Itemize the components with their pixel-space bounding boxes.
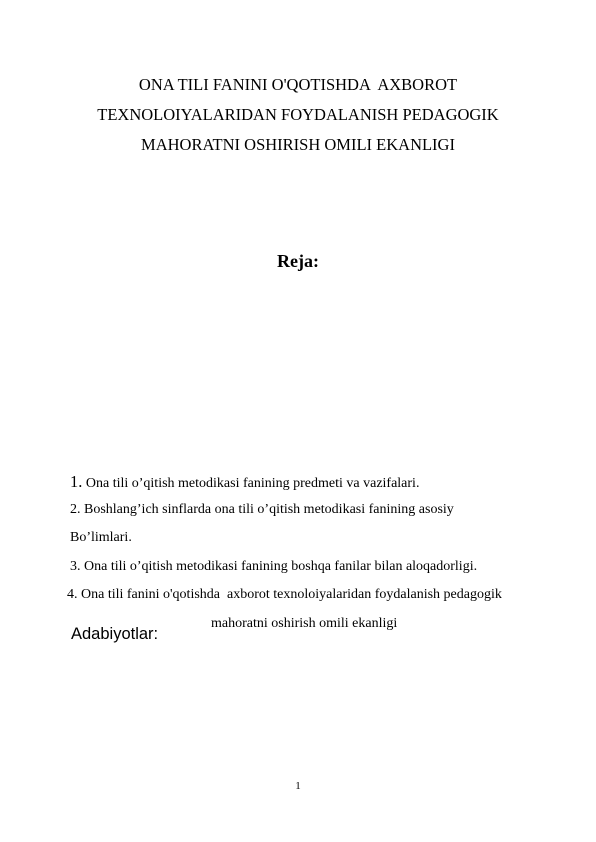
title-line-2: TEXNOLOIYALARIDAN FOYDALANISH PEDAGOGIK: [97, 105, 499, 124]
plan-item-4: [60, 571, 502, 603]
page-number: 1: [295, 780, 301, 792]
plan-item-1-number: 1.: [70, 472, 83, 491]
title-line-3: MAHORATNI OSHIRISH OMILI EKANLIGI: [141, 135, 455, 154]
plan-item-4-continuation: [204, 600, 397, 632]
document-title: [0, 70, 596, 160]
plan-item-3-number: 3.: [70, 559, 81, 574]
title-line-1: ONA TILI FANINI O'QOTISHDA AXBOROT: [138, 75, 458, 94]
plan-item-3-text: Ona tili o’qitish metodikasi fanining boshqa fanilar bilan aloqadorligi.: [80, 559, 478, 574]
plan-item-2-text: Boshlang’ich sinflarda ona tili o’qitish metodikasi fanining asosiy: [80, 502, 454, 517]
plan-item-4-continuation-text: mahoratni oshirish omili ekanligi: [211, 616, 398, 631]
plan-item-4-number: 4.: [67, 587, 78, 602]
plan-item-2-continuation: [63, 514, 132, 546]
plan-item-2-number: 2.: [70, 502, 81, 517]
plan-item-2-continuation-text: Bo’limlari.: [70, 530, 132, 545]
references-heading: Adabiyotlar:: [71, 625, 159, 643]
plan-heading: Reja:: [277, 251, 319, 271]
plan-item-1-text: Ona tili o’qitish metodikasi fanining predmeti va vazifalari.: [82, 476, 420, 491]
plan-item-4-text: Ona tili fanini o'qotishda axborot texnoloiyalaridan foydalanish pedagogik: [77, 587, 502, 602]
